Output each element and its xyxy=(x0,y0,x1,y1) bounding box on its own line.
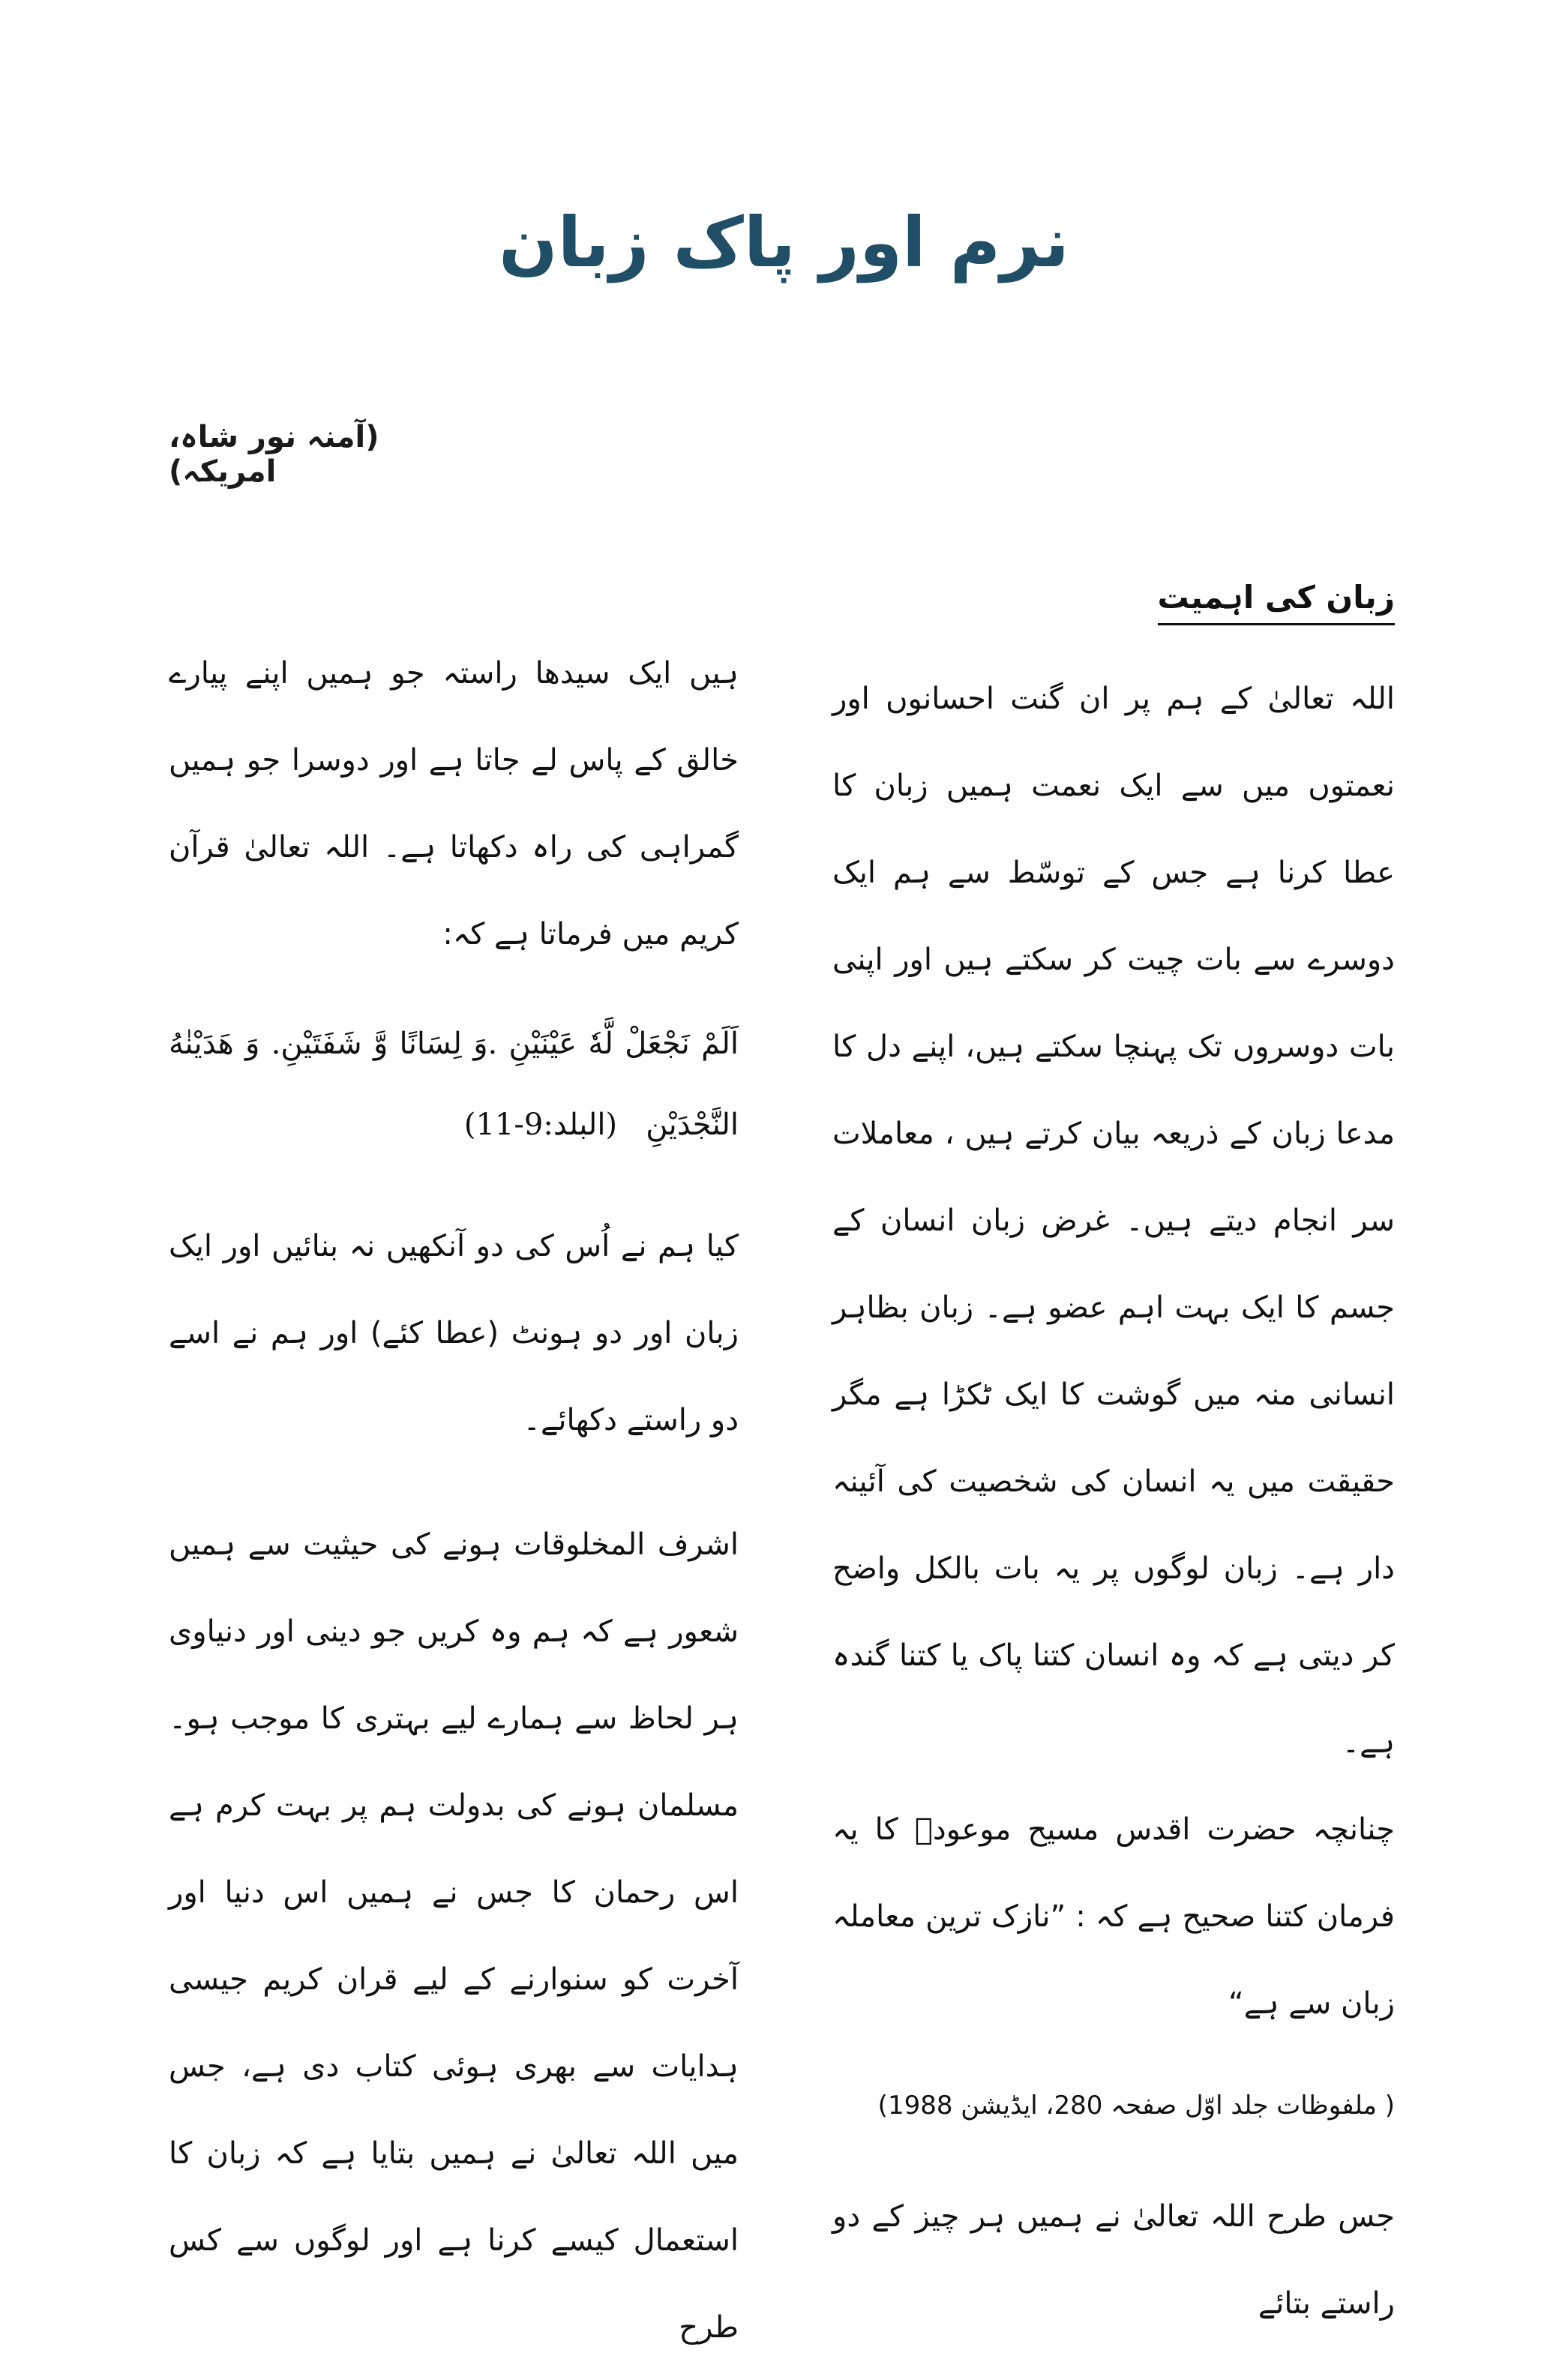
verse-translation: کیا ہم نے اُس کی دو آنکھیں نہ بنائیں اور ایک زبان اور دو ہونٹ (عطا کئے) اور ہم نے اسے دو راستے دکھائے۔ xyxy=(169,1229,739,1437)
left-paragraph-1: ہیں ایک سیدھا راستہ جو ہمیں اپنے پیارے خالق کے پاس لے جاتا ہے اور دوسرا جو ہمیں گمراہی کی راہ دکھاتا ہے۔ اللہ تعالیٰ قرآن کریم میں فرماتا ہے کہ: xyxy=(169,656,739,952)
reference-citation: ( ملفوظات جلد اوّل صفحہ 280، ایڈیشن 1988) xyxy=(877,2091,1395,2121)
quran-verse-reference: (البلد:9-11) xyxy=(463,1108,618,1142)
right-paragraph-2: چنانچہ حضرت اقدس مسیح موعودؑ کا یہ فرمان کتنا صحیح ہے کہ : ”نازک ترین معاملہ زبان سے ہے“ xyxy=(832,1812,1395,2021)
section-heading: زبان کی اہمیت xyxy=(1158,574,1396,625)
author-byline: (آمنہ نور شاہ، امریکہ) xyxy=(169,420,379,489)
right-paragraph-3: جس طرح اللہ تعالیٰ نے ہمیں ہر چیز کے دو راستے بتائے xyxy=(832,2199,1395,2321)
right-paragraph-1: اللہ تعالیٰ کے ہم پر ان گنت احسانوں اور نعمتوں میں سے ایک نعمت ہمیں زبان کا عطا کرنا ہے جس کے توسّط سے ہم ایک دوسرے سے بات چیت کر سکتے ہیں اور اپنی بات دوسروں تک پہنچا سکتے ہیں، اپنے دل کا مدعا زبان کے ذریعہ بیان کرتے ہیں ، معاملات سر انجام دیتے ہیں۔ غرض زبان انسان کے جسم کا ایک بہت اہم عضو ہے۔ زبان بظاہر انسانی منہ میں گوشت کا ایک ٹکڑا ہے مگر حقیقت میں یہ انسان کی شخصیت کی آئینہ دار ہے۔ زبان لوگوں پر یہ بات بالکل واضح کر دیتی ہے کہ وہ انسان کتنا پاک یا کتنا گندہ ہے۔ xyxy=(832,682,1395,1760)
right-column xyxy=(832,555,1395,2347)
left-paragraph-2: اشرف المخلوقات ہونے کی حیثیت سے ہمیں شعور ہے کہ ہم وہ کریں جو دینی اور دنیاوی ہر لحاظ سے ہمارے لیے بہتری کا موجب ہو۔ مسلمان ہونے کی بدولت ہم پر بہت کرم ہے اس رحمان کا جس نے ہمیں اس دنیا اور آخرت کو سنوارنے کے لیے قران کریم جیسی ہدایات سے بھری ہوئی کتاب دی ہے، جس میں اللہ تعالیٰ نے ہمیں بتایا ہے کہ زبان کا استعمال کیسے کرنا ہے اور لوگوں سے کس طرح xyxy=(169,1527,739,2345)
quran-verse-text: اَلَمْ نَجْعَلْ لَّهٗ عَيْنَيْنِ .وَ لِسَانًا وَّ شَفَتَيْنِ. وَ هَدَيْنٰهُ النَّجْدَيْنِ xyxy=(169,1027,739,1142)
left-column xyxy=(169,630,739,2371)
quran-verse xyxy=(169,1003,739,1165)
page-title: نرم اور پاک زبان xyxy=(499,202,1069,283)
